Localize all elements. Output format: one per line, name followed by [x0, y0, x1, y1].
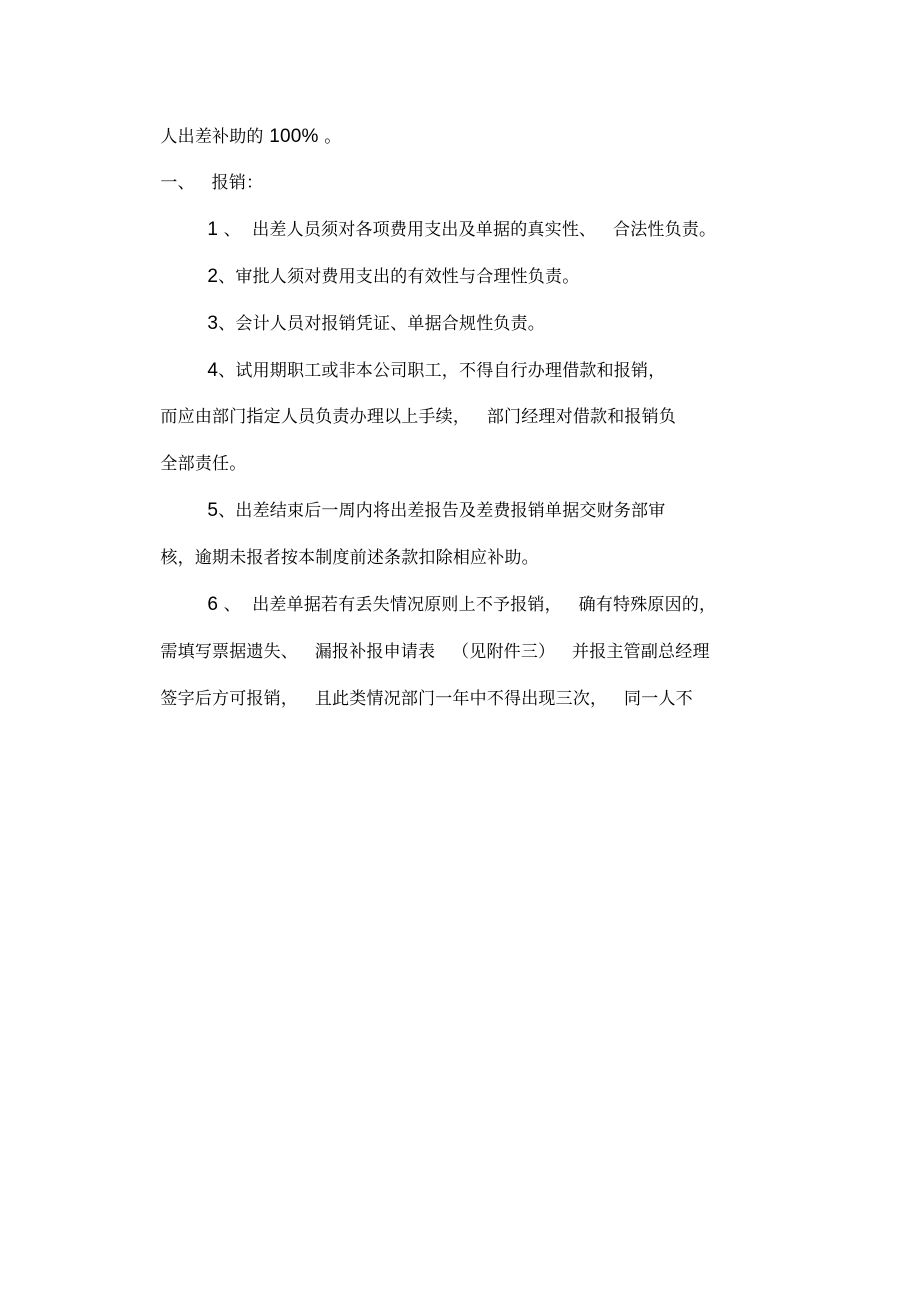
item-number: 3: [207, 313, 219, 334]
line-text: 人出差补助的: [160, 127, 270, 147]
item-text: 而应由部门指定人员负责办理以上手续， 部门经理对借款和报销负: [160, 407, 677, 427]
item-number: 4: [207, 360, 219, 381]
list-item-6-continuation: [138, 666, 693, 732]
item-number: 1: [207, 219, 219, 240]
item-text: 、 出差人员须对各项费用支出及单据的真实性、 合法性负责。: [218, 220, 717, 240]
item-text: 、审批人须对费用支出的有效性与合理性负责。: [218, 267, 580, 287]
item-text: 核，逾期未报者按本制度前述条款扣除相应补助。: [160, 548, 539, 568]
item-text: 全部责任。: [160, 454, 247, 474]
item-text: 、试用期职工或非本公司职工，不得自行办理借款和报销，: [218, 361, 666, 381]
percentage-value: 100%: [269, 126, 319, 147]
item-text: 、会计人员对报销凭证、单据合规性负责。: [218, 314, 546, 334]
item-number: 2: [207, 266, 219, 287]
item-text: 、 出差单据若有丢失情况原则上不予报销， 确有特殊原因的，: [218, 595, 717, 615]
item-text: 、出差结束后一周内将出差报告及差费报销单据交财务部审: [218, 501, 666, 521]
line-text: 。: [318, 127, 342, 147]
item-text: 需填写票据遗失、 漏报补报申请表 （见附件三） 并报主管副总经理: [160, 642, 710, 662]
item-number: 6: [207, 594, 219, 615]
item-number: 5: [207, 500, 219, 521]
heading-text: 一、 报销：: [160, 173, 264, 193]
item-text: 签字后方可报销， 且此类情况部门一年中不得出现三次， 同一人不: [160, 689, 693, 709]
